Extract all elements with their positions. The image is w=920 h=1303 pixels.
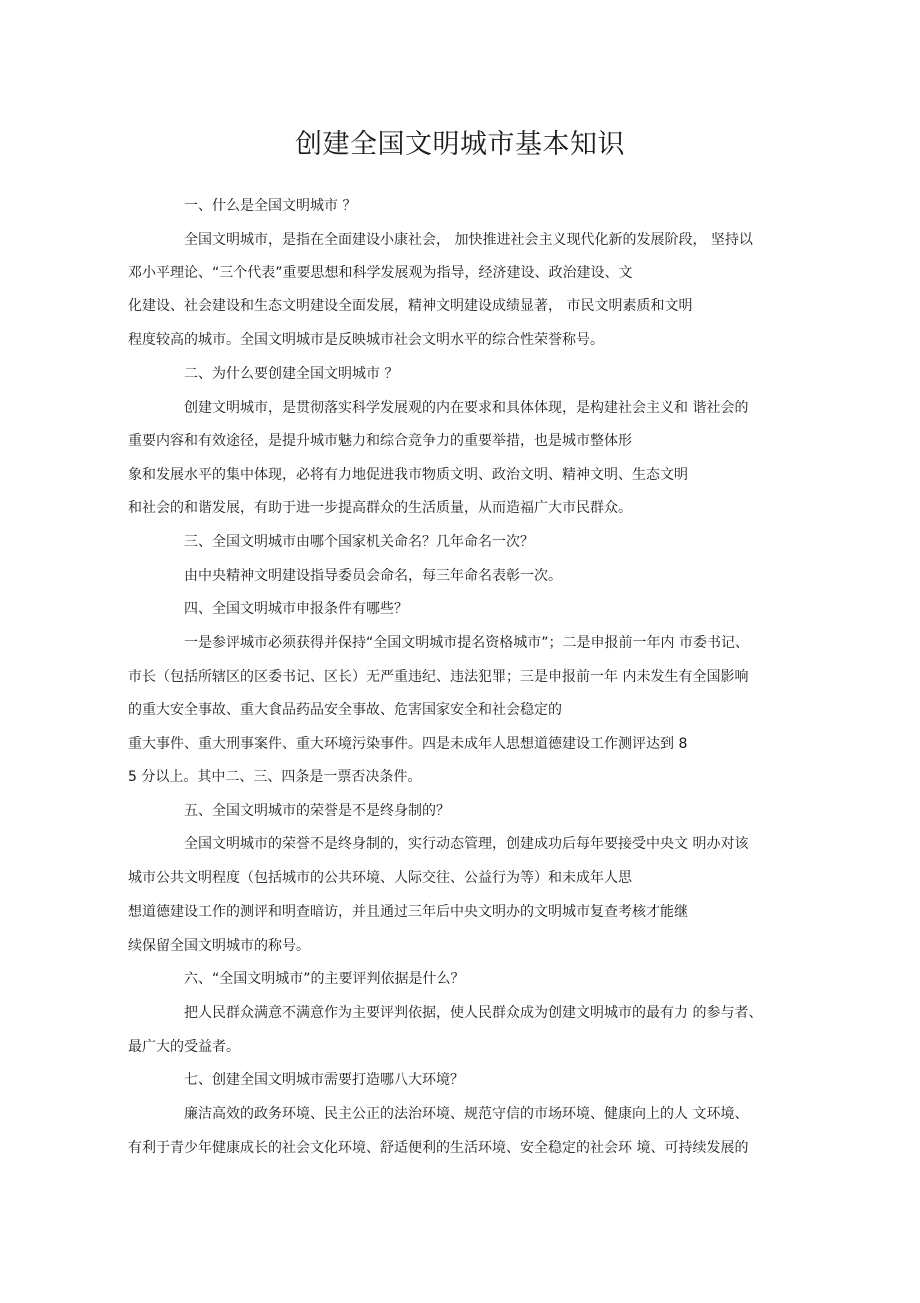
paragraph-line: 市长（包括所辖区的区委书记、区长）无严重违纪、违法犯罪；三是申报前一年 内未发生有全国影响 [128,669,749,685]
section-heading: 六、“全国文明城市”的主要评判依据是什么？ [184,971,465,987]
paragraph-line: 一是参评城市必须获得并保持“全国文明城市提名资格城市”；二是申报前一年内 市委书记、 [184,635,749,651]
paragraph-line: 全国文明城市，是指在全面建设小康社会， 加快推进社会主义现代化新的发展阶段， 坚持以 [184,232,753,248]
paragraph-line: 廉洁高效的政务环境、民主公正的法治环境、规范守信的市场环境、健康向上的人 文环境、 [184,1106,749,1122]
paragraph-line: 的重大安全事故、重大食品药品安全事故、危害国家安全和社会稳定的 [128,702,562,718]
paragraph-line: 邓小平理论、“三个代表”重要思想和科学发展观为指导，经济建设、政治建设、文 [128,265,633,281]
section-heading: 三、全国文明城市由哪个国家机关命名？几年命名一次？ [184,534,534,550]
paragraph-line: 和社会的和谐发展，有助于进一步提高群众的生活质量，从而造福广大市民群众。 [128,500,632,516]
paragraph-line: 最广大的受益者。 [128,1039,240,1055]
paragraph-line: 把人民群众满意不满意作为主要评判依据，使人民群众成为创建文明城市的最有力 的参与者、 [184,1005,763,1021]
paragraph-line: 重要内容和有效途径，是提升城市魅力和综合竞争力的重要举措，也是城市整体形 [128,433,632,449]
paragraph-line: 续保留全国文明城市的称号。 [128,938,310,954]
section-heading: 二、为什么要创建全国文明城市 ？ [184,366,399,382]
document-title: 创建全国文明城市基本知识 [295,129,625,160]
paragraph-line: 象和发展水平的集中体现，必将有力地促进我市物质文明、政治文明、精神文明、生态文明 [128,467,688,483]
section-heading: 七、创建全国文明城市需要打造哪八大环境？ [184,1072,464,1088]
paragraph-line: 创建文明城市，是贯彻落实科学发展观的内在要求和具体体现，是构建社会主义和 谐社会的 [184,400,749,416]
section-heading: 四、全国文明城市申报条件有哪些？ [184,601,408,617]
paragraph-line: 化建设、社会建设和生态文明建设全面发展，精神文明建设成绩显著， 市民文明素质和文明 [128,298,693,314]
section-heading: 五、全国文明城市的荣誉是不是终身制的？ [184,803,450,819]
section-heading: 一、什么是全国文明城市 ？ [184,198,357,214]
paragraph-line: 有利于青少年健康成长的社会文化环境、舒适便利的生活环境、安全稳定的社会环 境、可持续发展的 [128,1140,749,1156]
paragraph-line: 全国文明城市的荣誉不是终身制的，实行动态管理，创建成功后每年要接受中央文 明办对该 [184,836,749,852]
paragraph-line: 由中央精神文明建设指导委员会命名，每三年命名表彰一次。 [184,568,562,584]
paragraph-line: 城市公共文明程度（包括城市的公共环境、人际交往、公益行为等）和未成年人思 [128,870,632,886]
paragraph-line: 程度较高的城市。全国文明城市是反映城市社会文明水平的综合性荣誉称号。 [128,332,604,348]
paragraph-line: 重大事件、重大刑事案件、重大环境污染事件。四是未成年人思想道德建设工作测评达到 8 [128,736,688,752]
paragraph-line: 5 分以上。其中二、三、四条是一票否决条件。 [128,769,422,785]
paragraph-line: 想道德建设工作的测评和明查暗访，并且通过三年后中央文明办的文明城市复查考核才能继 [128,904,688,920]
